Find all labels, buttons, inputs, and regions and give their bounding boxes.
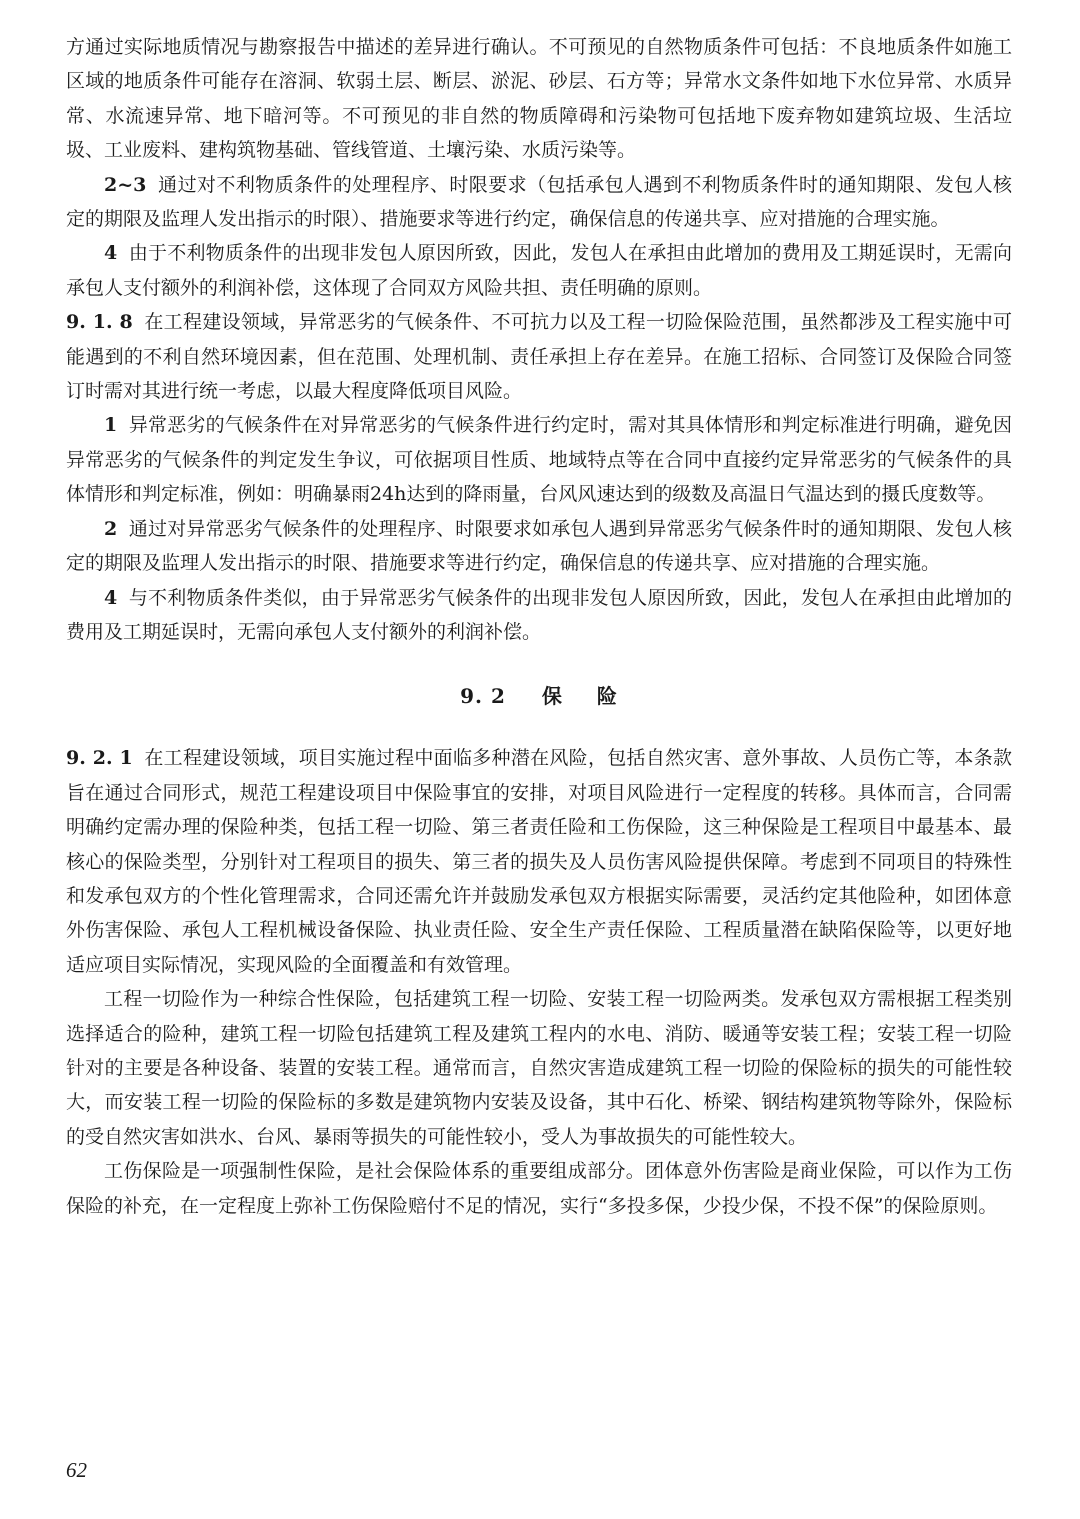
paragraph <box>66 168 1012 237</box>
paragraph <box>66 236 1012 305</box>
paragraph-text: 工伤保险是一项强制性保险，是社会保险体系的重要组成部分。团体意外伤害险是商业保险，可以作为工伤保险的补充，在一定程度上弥补工伤保险赔付不足的情况，实行“多投多保，少投少保，不投不保”的保险原则。 <box>66 1160 1012 1217</box>
paragraph-text: 异常恶劣的气候条件在对异常恶劣的气候条件进行约定时，需对其具体情形和判定标准进行明确，避免因异常恶劣的气候条件的判定发生争议，可依据项目性质、地域特点等在合同中直接约定异常恶劣的气候条件的具体情形和判定标准，例如：明确暴雨24h达到的降雨量，台风风速达到的级数及高温日气温达到的摄氏度数等。 <box>66 414 1012 506</box>
paragraph <box>66 305 1012 408</box>
paragraph-text: 方通过实际地质情况与勘察报告中描述的差异进行确认。不可预见的自然物质条件可包括：不良地质条件如施工区域的地质条件可能存在溶洞、软弱土层、断层、淤泥、砂层、石方等；异常水文条件如地下水位异常、水质异常、水流速异常、地下暗河等。不可预见的非自然的物质障碍和污染物可包括地下废弃物如建筑垃圾、生活垃圾、工业废料、建构筑物基础、管线管道、土壤污染、水质污染等。 <box>66 36 1012 162</box>
paragraph-text: 在工程建设领域，项目实施过程中面临多种潜在风险，包括自然灾害、意外事故、人员伤亡等，本条款旨在通过合同形式，规范工程建设项目中保险事宜的安排，对项目风险进行一定程度的转移。具体而言，合同需明确约定需办理的保险种类，包括工程一切险、第三者责任险和工伤保险，这三种保险是工程项目中最基本、最核心的保险类型，分别针对工程项目的损失、第三者的损失及人员伤害风险提供保障。考虑到不同项目的特殊性和发承包双方的个性化管理需求，合同还需允许并鼓励发承包双方根据实际需要，灵活约定其他险种，如团体意外伤害保险、承包人工程机械设备保险、执业责任险、安全生产责任保险、工程质量潜在缺陷保险等，以更好地适应项目实际情况，实现风险的全面覆盖和有效管理。 <box>66 747 1012 976</box>
paragraph <box>66 30 1012 168</box>
paragraph-text: 由于不利物质条件的出现非发包人原因所致，因此，发包人在承担由此增加的费用及工期延误时，无需向承包人支付额外的利润补偿，这体现了合同双方风险共担、责任明确的原则。 <box>66 242 1012 299</box>
paragraph-text: 与不利物质条件类似，由于异常恶劣气候条件的出现非发包人原因所致，因此，发包人在承担由此增加的费用及工期延误时，无需向承包人支付额外的利润补偿。 <box>66 586 1012 643</box>
paragraph <box>66 581 1012 650</box>
section-title-char: 保 <box>541 684 563 709</box>
paragraph <box>66 512 1012 581</box>
clause-number: 9. 1. 8 <box>66 311 133 334</box>
page-number: 62 <box>66 1458 87 1482</box>
section-heading <box>66 679 1012 713</box>
paragraph <box>66 408 1012 511</box>
paragraph <box>66 982 1012 1154</box>
clause-number: 9. 2. 1 <box>66 747 133 770</box>
clause-label: 4 <box>104 586 118 609</box>
clause-label: 2~3 <box>104 173 147 196</box>
paragraph <box>66 741 1012 982</box>
document-page <box>66 30 1012 1223</box>
paragraph-text: 通过对异常恶劣气候条件的处理程序、时限要求如承包人遇到异常恶劣气候条件时的通知期限、发包人核定的期限及监理人发出指示的时限、措施要求等进行约定，确保信息的传递共享、应对措施的合理实施。 <box>66 517 1012 575</box>
paragraph-text: 在工程建设领域，异常恶劣的气候条件、不可抗力以及工程一切险保险范围，虽然都涉及工程实施中可能遇到的不利自然环境因素，但在范围、处理机制、责任承担上存在差异。在施工招标、合同签订及保险合同签订时需对其进行统一考虑，以最大程度降低项目风险。 <box>66 311 1012 403</box>
section-title-char: 险 <box>596 684 618 709</box>
clause-label: 1 <box>104 414 118 437</box>
paragraph-text: 工程一切险作为一种综合性保险，包括建筑工程一切险、安装工程一切险两类。发承包双方需根据工程类别选择适合的险种，建筑工程一切险包括建筑工程及建筑工程内的水电、消防、暖通等安装工程；安装工程一切险针对的主要是各种设备、装置的安装工程。通常而言，自然灾害造成建筑工程一切险的保险标的损失的可能性较大，而安装工程一切险的保险标的多数是建筑物内安装及设备，其中石化、桥梁、钢结构建筑物等除外，保险标的受自然灾害如洪水、台风、暴雨等损失的可能性较小，受人为事故损失的可能性较大。 <box>66 988 1012 1148</box>
clause-label: 4 <box>104 242 118 265</box>
paragraph-text: 通过对不利物质条件的处理程序、时限要求（包括承包人遇到不利物质条件时的通知期限、发包人核定的期限及监理人发出指示的时限）、措施要求等进行约定，确保信息的传递共享、应对措施的合理实施。 <box>66 173 1012 231</box>
clause-label: 2 <box>104 517 118 540</box>
paragraph <box>66 1154 1012 1223</box>
section-number: 9. 2 <box>460 684 506 709</box>
